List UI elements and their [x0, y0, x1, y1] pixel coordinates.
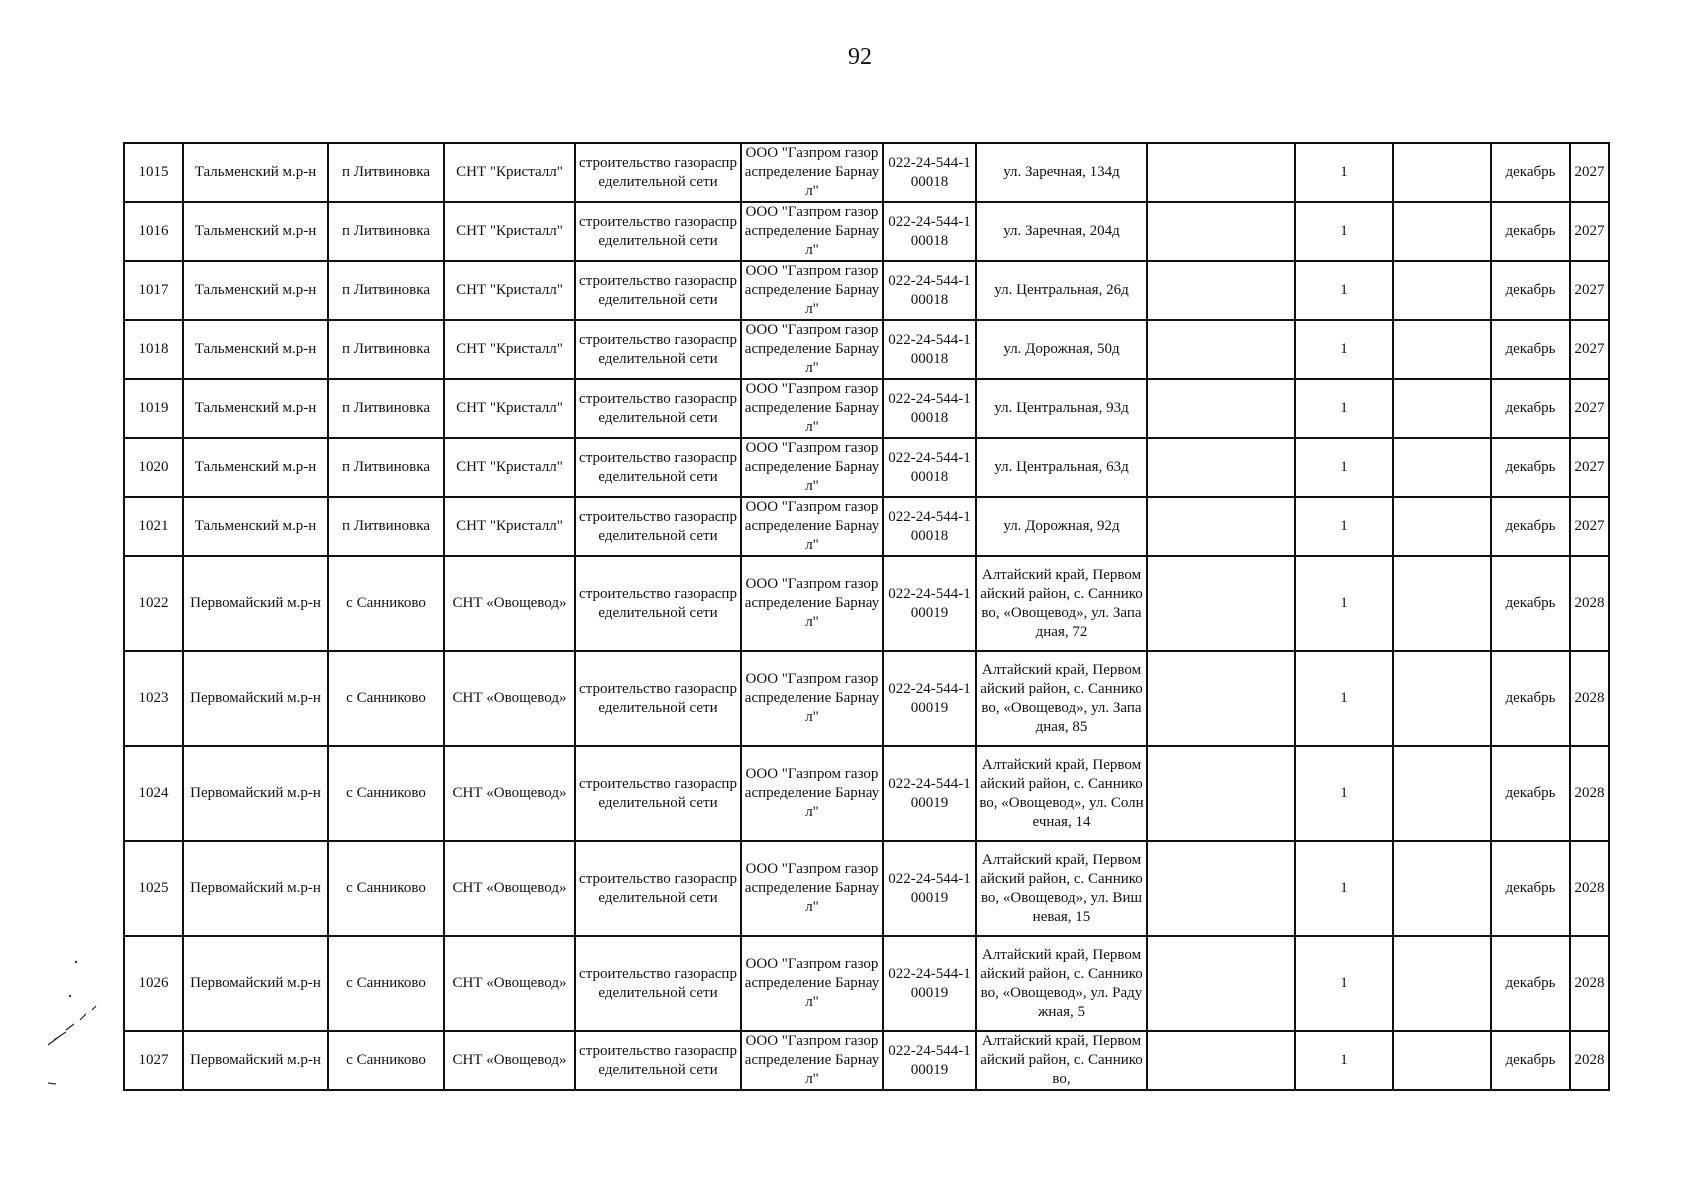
cell-organization: ООО "Газпром газораспределение Барнаул" — [741, 202, 883, 261]
cell-number: 1025 — [124, 841, 183, 936]
cell-empty — [1393, 1031, 1491, 1090]
cell-number: 1017 — [124, 261, 183, 320]
cell-count: 1 — [1295, 261, 1393, 320]
margin-scribble — [40, 950, 110, 1090]
cell-organization: ООО "Газпром газораспределение Барнаул" — [741, 497, 883, 556]
cell-count: 1 — [1295, 143, 1393, 202]
cell-count: 1 — [1295, 746, 1393, 841]
table-row — [124, 936, 1609, 1031]
cell-address: ул. Центральная, 63д — [976, 438, 1147, 497]
cell-address: Алтайский край, Первомайский район, с. Санниково, «Овощевод», ул. Вишневая, 15 — [976, 841, 1147, 936]
cell-empty — [1393, 497, 1491, 556]
cell-month: декабрь — [1491, 841, 1570, 936]
cell-year: 2028 — [1570, 651, 1609, 746]
cell-empty — [1393, 438, 1491, 497]
cell-count: 1 — [1295, 1031, 1393, 1090]
cell-empty — [1147, 497, 1295, 556]
cell-year: 2027 — [1570, 320, 1609, 379]
cell-work-type: строительство газораспределительной сети — [575, 841, 741, 936]
cell-settlement: с Санниково — [328, 556, 444, 651]
cell-work-type: строительство газораспределительной сети — [575, 261, 741, 320]
cell-empty — [1147, 143, 1295, 202]
cell-settlement: п Литвиновка — [328, 261, 444, 320]
cell-snt: СНТ "Кристалл" — [444, 438, 575, 497]
cell-empty — [1147, 379, 1295, 438]
cell-organization: ООО "Газпром газораспределение Барнаул" — [741, 651, 883, 746]
cell-address: ул. Дорожная, 92д — [976, 497, 1147, 556]
cell-address: ул. Заречная, 134д — [976, 143, 1147, 202]
cell-count: 1 — [1295, 841, 1393, 936]
cell-work-type: строительство газораспределительной сети — [575, 936, 741, 1031]
cell-snt: СНТ «Овощевод» — [444, 936, 575, 1031]
cell-district: Тальменский м.р-н — [183, 261, 328, 320]
cell-code: 022-24-544-100018 — [883, 379, 976, 438]
cell-work-type: строительство газораспределительной сети — [575, 746, 741, 841]
cell-empty — [1147, 202, 1295, 261]
table-row — [124, 261, 1609, 320]
cell-count: 1 — [1295, 202, 1393, 261]
cell-code: 022-24-544-100018 — [883, 202, 976, 261]
cell-address: ул. Дорожная, 50д — [976, 320, 1147, 379]
cell-empty — [1147, 1031, 1295, 1090]
cell-year: 2027 — [1570, 261, 1609, 320]
table-row — [124, 202, 1609, 261]
cell-code: 022-24-544-100018 — [883, 497, 976, 556]
cell-count: 1 — [1295, 936, 1393, 1031]
table-row — [124, 841, 1609, 936]
cell-district: Первомайский м.р-н — [183, 746, 328, 841]
cell-snt: СНТ «Овощевод» — [444, 651, 575, 746]
cell-snt: СНТ "Кристалл" — [444, 143, 575, 202]
cell-year: 2027 — [1570, 143, 1609, 202]
cell-month: декабрь — [1491, 261, 1570, 320]
cell-settlement: п Литвиновка — [328, 202, 444, 261]
table-row — [124, 1031, 1609, 1090]
cell-empty — [1393, 320, 1491, 379]
table-row — [124, 746, 1609, 841]
cell-settlement: с Санниково — [328, 651, 444, 746]
cell-address: Алтайский край, Первомайский район, с. Санниково, — [976, 1031, 1147, 1090]
cell-code: 022-24-544-100018 — [883, 438, 976, 497]
cell-settlement: п Литвиновка — [328, 143, 444, 202]
cell-district: Тальменский м.р-н — [183, 143, 328, 202]
cell-year: 2027 — [1570, 497, 1609, 556]
cell-empty — [1393, 556, 1491, 651]
cell-month: декабрь — [1491, 379, 1570, 438]
page-number: 92 — [848, 44, 872, 70]
cell-district: Тальменский м.р-н — [183, 379, 328, 438]
cell-snt: СНТ «Овощевод» — [444, 841, 575, 936]
cell-snt: СНТ "Кристалл" — [444, 202, 575, 261]
cell-year: 2028 — [1570, 841, 1609, 936]
register-table — [123, 142, 1610, 1091]
cell-snt: СНТ "Кристалл" — [444, 497, 575, 556]
cell-count: 1 — [1295, 651, 1393, 746]
cell-month: декабрь — [1491, 556, 1570, 651]
cell-code: 022-24-544-100019 — [883, 556, 976, 651]
cell-number: 1021 — [124, 497, 183, 556]
cell-snt: СНТ «Овощевод» — [444, 556, 575, 651]
cell-address: Алтайский край, Первомайский район, с. Санниково, «Овощевод», ул. Радужная, 5 — [976, 936, 1147, 1031]
cell-empty — [1147, 438, 1295, 497]
cell-address: ул. Заречная, 204д — [976, 202, 1147, 261]
cell-district: Первомайский м.р-н — [183, 1031, 328, 1090]
cell-district: Тальменский м.р-н — [183, 438, 328, 497]
cell-settlement: п Литвиновка — [328, 438, 444, 497]
cell-month: декабрь — [1491, 497, 1570, 556]
cell-year: 2027 — [1570, 379, 1609, 438]
cell-organization: ООО "Газпром газораспределение Барнаул" — [741, 936, 883, 1031]
cell-count: 1 — [1295, 556, 1393, 651]
cell-address: Алтайский край, Первомайский район, с. Санниково, «Овощевод», ул. Западная, 72 — [976, 556, 1147, 651]
cell-month: декабрь — [1491, 438, 1570, 497]
cell-count: 1 — [1295, 379, 1393, 438]
cell-empty — [1147, 746, 1295, 841]
cell-number: 1026 — [124, 936, 183, 1031]
table-row — [124, 497, 1609, 556]
cell-work-type: строительство газораспределительной сети — [575, 1031, 741, 1090]
cell-organization: ООО "Газпром газораспределение Барнаул" — [741, 438, 883, 497]
cell-settlement: с Санниково — [328, 841, 444, 936]
cell-address: ул. Центральная, 26д — [976, 261, 1147, 320]
cell-district: Первомайский м.р-н — [183, 936, 328, 1031]
cell-work-type: строительство газораспределительной сети — [575, 379, 741, 438]
cell-year: 2028 — [1570, 936, 1609, 1031]
cell-code: 022-24-544-100019 — [883, 936, 976, 1031]
cell-number: 1022 — [124, 556, 183, 651]
cell-snt: СНТ «Овощевод» — [444, 746, 575, 841]
cell-month: декабрь — [1491, 320, 1570, 379]
cell-count: 1 — [1295, 438, 1393, 497]
cell-year: 2028 — [1570, 556, 1609, 651]
cell-empty — [1393, 746, 1491, 841]
cell-organization: ООО "Газпром газораспределение Барнаул" — [741, 143, 883, 202]
cell-number: 1016 — [124, 202, 183, 261]
cell-settlement: с Санниково — [328, 936, 444, 1031]
cell-empty — [1147, 261, 1295, 320]
cell-year: 2027 — [1570, 438, 1609, 497]
cell-work-type: строительство газораспределительной сети — [575, 320, 741, 379]
cell-empty — [1393, 379, 1491, 438]
cell-year: 2028 — [1570, 746, 1609, 841]
cell-month: декабрь — [1491, 936, 1570, 1031]
table-row — [124, 556, 1609, 651]
cell-district: Первомайский м.р-н — [183, 841, 328, 936]
cell-settlement: п Литвиновка — [328, 497, 444, 556]
cell-empty — [1393, 841, 1491, 936]
cell-work-type: строительство газораспределительной сети — [575, 143, 741, 202]
cell-organization: ООО "Газпром газораспределение Барнаул" — [741, 379, 883, 438]
cell-address: Алтайский край, Первомайский район, с. Санниково, «Овощевод», ул. Солнечная, 14 — [976, 746, 1147, 841]
cell-empty — [1393, 143, 1491, 202]
cell-address: Алтайский край, Первомайский район, с. Санниково, «Овощевод», ул. Западная, 85 — [976, 651, 1147, 746]
cell-empty — [1393, 651, 1491, 746]
cell-snt: СНТ "Кристалл" — [444, 379, 575, 438]
cell-organization: ООО "Газпром газораспределение Барнаул" — [741, 556, 883, 651]
cell-empty — [1393, 936, 1491, 1031]
cell-district: Первомайский м.р-н — [183, 651, 328, 746]
cell-district: Тальменский м.р-н — [183, 320, 328, 379]
cell-work-type: строительство газораспределительной сети — [575, 497, 741, 556]
table-row — [124, 438, 1609, 497]
table-row — [124, 143, 1609, 202]
cell-code: 022-24-544-100018 — [883, 143, 976, 202]
cell-count: 1 — [1295, 320, 1393, 379]
cell-organization: ООО "Газпром газораспределение Барнаул" — [741, 841, 883, 936]
cell-organization: ООО "Газпром газораспределение Барнаул" — [741, 746, 883, 841]
cell-year: 2027 — [1570, 202, 1609, 261]
cell-organization: ООО "Газпром газораспределение Барнаул" — [741, 1031, 883, 1090]
cell-month: декабрь — [1491, 143, 1570, 202]
cell-code: 022-24-544-100019 — [883, 841, 976, 936]
table-row — [124, 320, 1609, 379]
cell-district: Тальменский м.р-н — [183, 202, 328, 261]
cell-number: 1023 — [124, 651, 183, 746]
cell-settlement: п Литвиновка — [328, 379, 444, 438]
cell-snt: СНТ «Овощевод» — [444, 1031, 575, 1090]
cell-work-type: строительство газораспределительной сети — [575, 202, 741, 261]
cell-month: декабрь — [1491, 746, 1570, 841]
cell-empty — [1393, 261, 1491, 320]
cell-district: Первомайский м.р-н — [183, 556, 328, 651]
cell-number: 1019 — [124, 379, 183, 438]
cell-number: 1027 — [124, 1031, 183, 1090]
cell-organization: ООО "Газпром газораспределение Барнаул" — [741, 261, 883, 320]
cell-work-type: строительство газораспределительной сети — [575, 651, 741, 746]
cell-empty — [1393, 202, 1491, 261]
cell-empty — [1147, 936, 1295, 1031]
cell-district: Тальменский м.р-н — [183, 497, 328, 556]
cell-code: 022-24-544-100019 — [883, 1031, 976, 1090]
cell-empty — [1147, 556, 1295, 651]
cell-empty — [1147, 841, 1295, 936]
cell-code: 022-24-544-100019 — [883, 746, 976, 841]
cell-settlement: п Литвиновка — [328, 320, 444, 379]
cell-number: 1024 — [124, 746, 183, 841]
cell-organization: ООО "Газпром газораспределение Барнаул" — [741, 320, 883, 379]
cell-month: декабрь — [1491, 651, 1570, 746]
cell-code: 022-24-544-100018 — [883, 320, 976, 379]
cell-number: 1018 — [124, 320, 183, 379]
cell-settlement: с Санниково — [328, 1031, 444, 1090]
cell-month: декабрь — [1491, 1031, 1570, 1090]
table-body — [124, 143, 1609, 1090]
cell-snt: СНТ "Кристалл" — [444, 261, 575, 320]
cell-number: 1020 — [124, 438, 183, 497]
cell-count: 1 — [1295, 497, 1393, 556]
cell-work-type: строительство газораспределительной сети — [575, 438, 741, 497]
cell-work-type: строительство газораспределительной сети — [575, 556, 741, 651]
table-row — [124, 379, 1609, 438]
cell-code: 022-24-544-100018 — [883, 261, 976, 320]
cell-settlement: с Санниково — [328, 746, 444, 841]
cell-code: 022-24-544-100019 — [883, 651, 976, 746]
cell-empty — [1147, 320, 1295, 379]
cell-year: 2028 — [1570, 1031, 1609, 1090]
cell-number: 1015 — [124, 143, 183, 202]
cell-month: декабрь — [1491, 202, 1570, 261]
cell-snt: СНТ "Кристалл" — [444, 320, 575, 379]
table-row — [124, 651, 1609, 746]
cell-address: ул. Центральная, 93д — [976, 379, 1147, 438]
cell-empty — [1147, 651, 1295, 746]
